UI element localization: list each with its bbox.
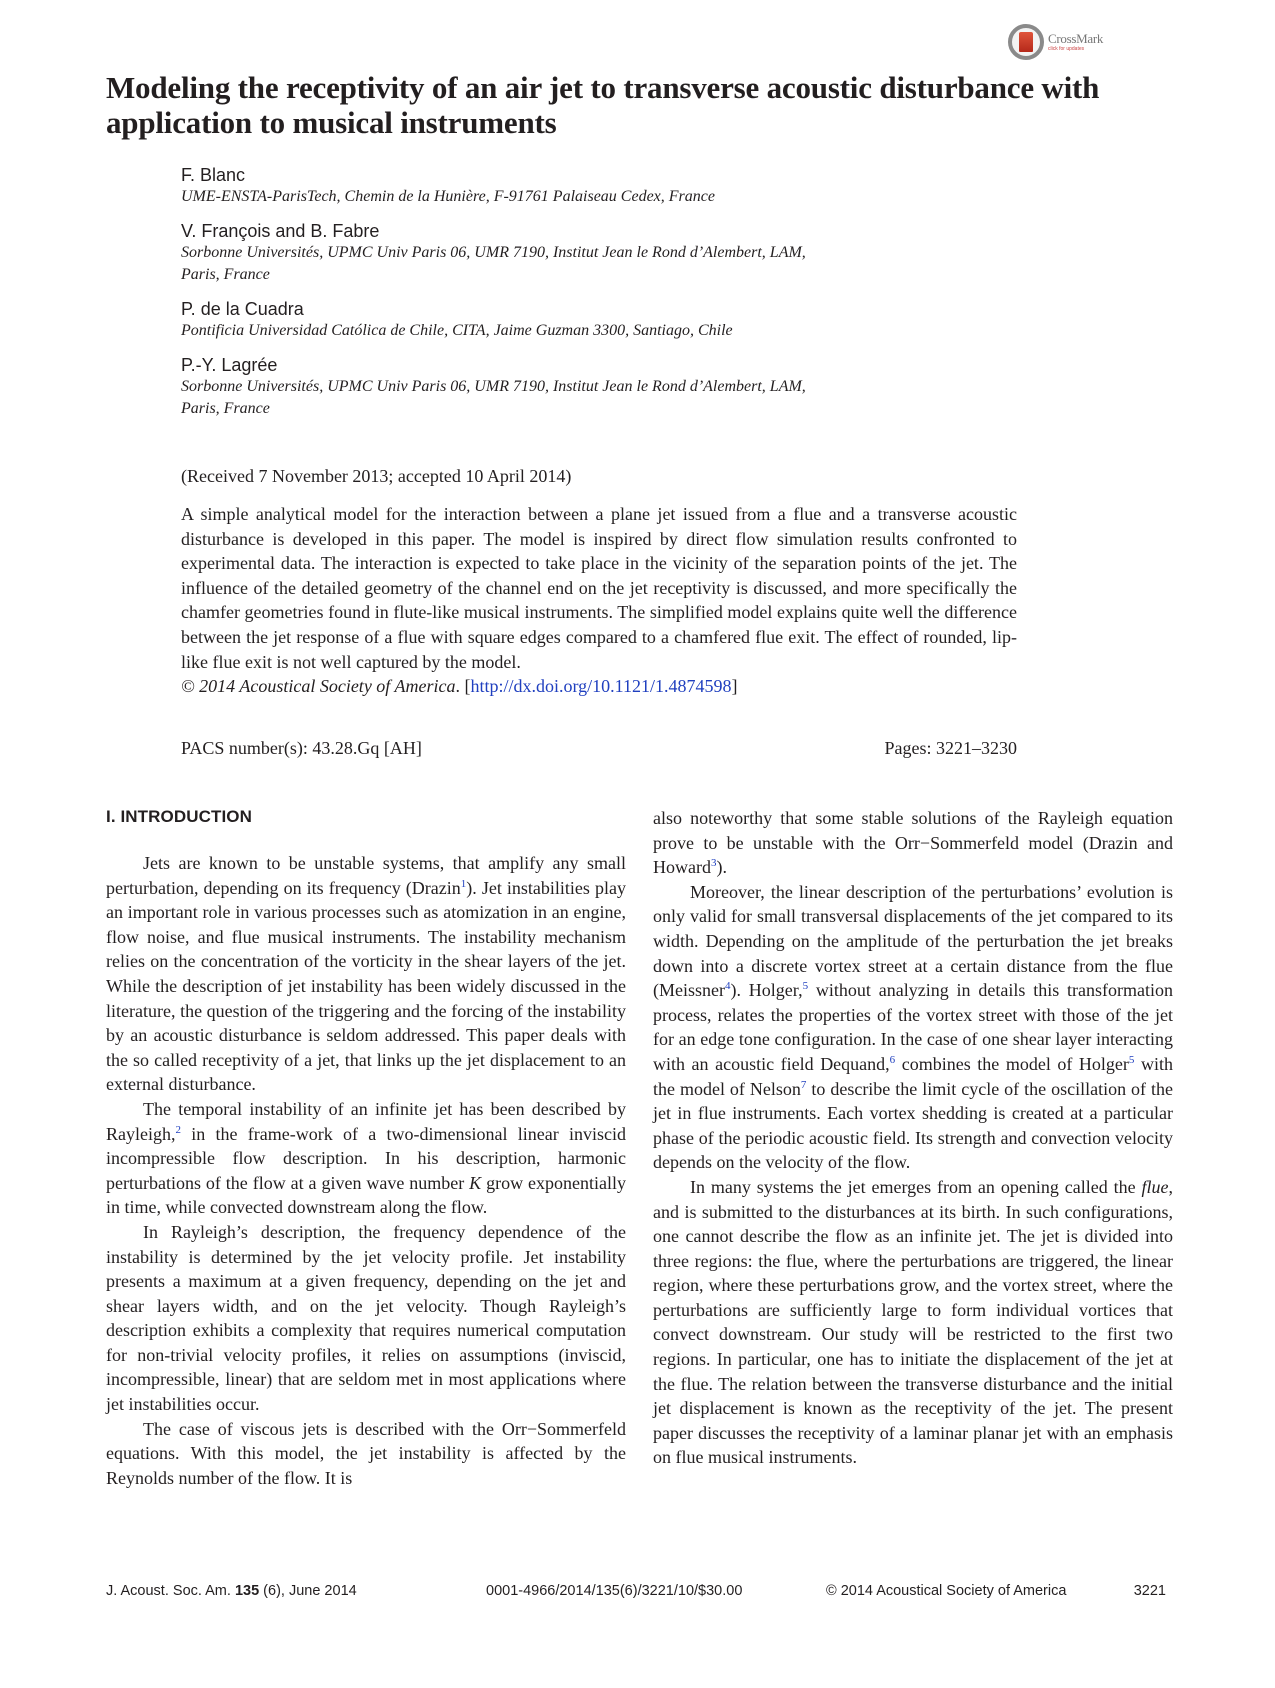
author-block: [181, 354, 1041, 420]
author-block: [181, 298, 1041, 342]
paragraph: The temporal instability of an infinite jet has been described by Rayleigh,$^2$ in the frame-work of a two-dimensional linear inviscid incompressible flow description. In his description, harmonic perturbations of the flow at a given wave number K grow exponentially in time, while convected downstream along the flow.: [106, 1098, 626, 1218]
article-code: 0001-4966/2014/135(6)/3221/10/$30.00: [486, 1583, 743, 1599]
author-affiliation-cont: Paris, France: [181, 400, 270, 417]
citation-link[interactable]: 2: [175, 1123, 181, 1136]
paragraph: In Rayleigh’s description, the frequency dependence of the instability is determined by the jet velocity profile. Jet instability presents a maximum at a given frequency, depending on the jet and shear layers width, and on the jet velocity. Though Rayleigh’s description exhibits a complexity that requires numerical computation for non-trivial velocity profiles, it relies on assumptions (inviscid, incompressible, linear) that are seldom met in most applications where jet instabilities occur.: [106, 1221, 626, 1415]
right-column: [653, 806, 1173, 1470]
crossmark-icon: [1008, 24, 1044, 60]
paragraph-continued: also noteworthy that some stable solutions of the Rayleigh equation prove to be unstable with the Orr−Sommerfeld model (Drazin and Howard$^3$).: [653, 808, 1173, 878]
author-name: V. François and B. Fabre: [181, 221, 380, 241]
author-affiliation: Sorbonne Universités, UPMC Univ Paris 06, UMR 7190, Institut Jean le Rond d’Alembert, LAM,: [181, 378, 806, 395]
left-column: [106, 806, 626, 1490]
paragraph: The case of viscous jets is described with the Orr−Sommerfeld equations. With this model, the jet instability is affected by the Reynolds number of the flow. It is: [106, 1418, 626, 1488]
abstract-copyright: © 2014 Acoustical Society of America: [181, 676, 456, 697]
citation-link[interactable]: 7: [800, 1078, 807, 1091]
paragraph: Jets are known to be unstable systems, that amplify any small perturbation, depending on its frequency (Drazin$^1$). Jet instabilities play an important role in various processes such as atomization in an engine, flow noise, and flue musical instruments. The instability mechanism relies on the concentration of the vorticity in the shear layers of the jet. While the description of jet instability has been widely discussed in the literature, the question of the triggering and the forcing of the instability by an acoustic disturbance is seldom addressed. This paper deals with the so called receptivity of a jet, that links up the jet displacement to an external disturbance.: [106, 853, 626, 1095]
author-affiliation-cont: Paris, France: [181, 266, 270, 283]
citation-link[interactable]: 6: [889, 1053, 896, 1066]
doi-bracket-open: . [: [455, 676, 471, 697]
math-variable: K: [469, 1172, 482, 1193]
pacs-numbers: PACS number(s): 43.28.Gq [AH]: [181, 738, 422, 758]
doi-bracket-close: ]: [731, 676, 738, 697]
paragraph: In many systems the jet emerges from an opening called the flue, and is submitted to the disturbances at its birth. In such configurations, one cannot describe the flow as an infinite jet. The jet is divided into three regions: the flue, where the perturbations are triggered, the linear region, where these perturbations grow, and the vortex street, where the perturbations are sufficiently large to form individual vortices that convect downstream. Our study will be restricted to the first two regions. In particular, one has to initiate the displacement of the jet at the flue. The relation between the transverse disturbance and the initial jet displacement is known as the receptivity of the jet. The present paper discusses the receptivity of a laminar planar jet with an emphasis on flue musical instruments.: [653, 1176, 1173, 1468]
received-dates: (Received 7 November 2013; accepted 10 April 2014): [181, 466, 572, 486]
article-title: Modeling the receptivity of an air jet to transverse acoustic disturbance with application to musical instruments: [106, 70, 1100, 140]
author-list: [181, 164, 1041, 432]
abstract-text: A simple analytical model for the interaction between a plane jet issued from a flue and a transverse acoustic disturbance is developed in this paper. The model is inspired by direct flow simulation results confronted to experimental data. The interaction is expected to take place in the vicinity of the separation points of the jet. The influence of the detailed geometry of the channel end on the jet receptivity is discussed, and more specifically the chamfer geometries found in flute-like musical instruments. The simplified model explains quite well the difference between the jet response of a flue with square edges compared to a chamfered flue exit. The effect of rounded, lip-like flue exit is not well captured by the model.: [181, 504, 1017, 672]
abstract: [181, 502, 1017, 699]
author-block: [181, 164, 1041, 208]
pacs-pages-row: [181, 737, 1017, 759]
author-affiliation: Pontificia Universidad Católica de Chile, CITA, Jaime Guzman 3300, Santiago, Chile: [181, 322, 733, 339]
section-heading: I. INTRODUCTION: [106, 807, 252, 826]
author-name: F. Blanc: [181, 165, 246, 185]
footer-copyright: © 2014 Acoustical Society of America: [826, 1583, 1067, 1599]
author-name: P. de la Cuadra: [181, 299, 304, 319]
citation-link[interactable]: 1: [460, 877, 467, 890]
journal-citation: J. Acoust. Soc. Am. 135 (6), June 2014: [106, 1583, 357, 1599]
author-affiliation: UME-ENSTA-ParisTech, Chemin de la Hunière, F-91761 Palaiseau Cedex, France: [181, 188, 715, 205]
author-name: P.-Y. Lagrée: [181, 355, 278, 375]
citation-link[interactable]: 3: [710, 857, 717, 870]
paragraph: Moreover, the linear description of the perturbations’ evolution is only valid for small transversal displacements of the jet compared to its width. Depending on the amplitude of the perturbation the jet breaks down into a discrete vortex street at a certain distance from the flue (Meissner$^4$). Holger,$^5$ without analyzing in details this transformation process, relates the properties of the vortex street with those of the jet for an edge tone configuration. In the case of one shear layer interacting with an acoustic field Dequand,$^6$ combines the model of Holger$^5$ with the model of Nelson$^7$ to describe the limit cycle of the oscillation of the jet in flue instruments. Each vortex shedding is created at a particular phase of the periodic acoustic field. Its strength and convection velocity depends on the velocity of the flow.: [653, 881, 1173, 1173]
emphasized-term: flue: [1141, 1176, 1169, 1197]
author-affiliation: Sorbonne Universités, UPMC Univ Paris 06, UMR 7190, Institut Jean le Rond d’Alembert, LAM,: [181, 244, 806, 261]
citation-link[interactable]: 5: [1128, 1053, 1135, 1066]
page-number: 3221: [1133, 1583, 1166, 1599]
author-block: [181, 220, 1041, 286]
citation-link[interactable]: 4: [724, 980, 731, 993]
crossmark-badge[interactable]: [1008, 21, 1118, 63]
crossmark-title: CrossMark: [1048, 31, 1104, 46]
page-range: Pages: 3221–3230: [884, 738, 1017, 758]
doi-link[interactable]: http://dx.doi.org/10.1121/1.4874598: [470, 676, 732, 697]
crossmark-subtitle: click for updates: [1048, 46, 1085, 52]
citation-link[interactable]: 5: [802, 980, 809, 993]
page-footer: [106, 1582, 1166, 1600]
